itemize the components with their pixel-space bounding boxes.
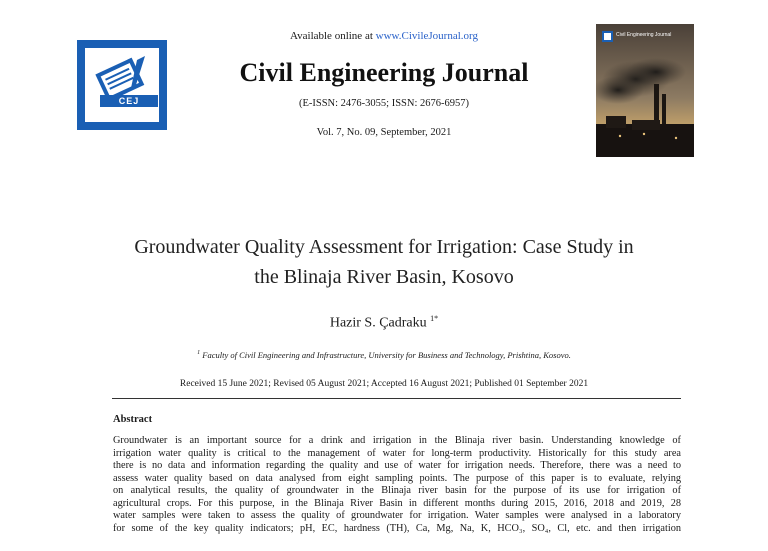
- abstract-line: for some of the key quality indicators; pH, EC, hardness (TH), Ca, Mg, Na, K, HCO₃, SO₄, Cl, etc. and then irrigation: [113, 522, 681, 534]
- issn-line: (E-ISSN: 2476-3055; ISSN: 2676-6957): [298, 98, 470, 109]
- abstract-line: Groundwater is an important source for a drink and irrigation in the Blinaja river basin. Understanding knowledge of: [113, 435, 681, 446]
- author-superscript: 1*: [430, 314, 439, 323]
- author: [0, 314, 768, 332]
- author-name: Hazir S. Çadraku: [329, 315, 427, 331]
- paper-title: [100, 232, 668, 292]
- logo-text: CEJ: [100, 95, 158, 107]
- abstract-body: [113, 435, 681, 535]
- abstract-line: water samples were taken to assess the quality of groundwater for irrigation. Water samples were analysed in a laboratory: [113, 510, 681, 521]
- paper-title-line-1: Groundwater Quality Assessment for Irrigation: Case Study in: [134, 236, 634, 258]
- affiliation-superscript: 1: [197, 350, 201, 357]
- journal-cover-image: [596, 24, 694, 157]
- affiliation: [0, 350, 768, 360]
- section-divider: [112, 398, 681, 399]
- cover-title: Civil Engineering Journal: [616, 32, 672, 38]
- affiliation-text: Faculty of Civil Engineering and Infrastructure, University for Business and Technology, Prishtina, Kosovo.: [202, 350, 571, 360]
- journal-url-link[interactable]: www.CivileJournal.org: [375, 30, 478, 42]
- journal-title: Civil Engineering Journal: [239, 58, 529, 87]
- abstract-line: there is no data and information regarding the quality and use of water for irrigation needs. Therefore, there was a need to: [113, 460, 681, 471]
- publication-dates: Received 15 June 2021; Revised 05 August 2021; Accepted 16 August 2021; Published 01 September 2021: [179, 379, 589, 389]
- available-prefix: Available online at: [290, 30, 376, 42]
- abstract-line: on analytical results, the quality of groundwater in the Blinaja river basin for the purpose of its use for irrigation of: [113, 485, 681, 496]
- volume-line: Vol. 7, No. 09, September, 2021: [316, 127, 452, 138]
- abstract-line: assess water quality based on data analysed from eight sampling points. The purpose of this paper is to evaluate, relying: [113, 472, 681, 484]
- abstract-line: agricultural crops. For this purpose, in the Blinaja River Basin in different months during 2015, 2016, 2018 and 2019, 28: [113, 497, 681, 509]
- cover-smokestack-illustration: [596, 24, 694, 157]
- abstract-line: irrigation water quality is critical to the management of water for long-term productivity. Historically for this study area: [113, 447, 681, 459]
- abstract-heading: Abstract: [113, 414, 153, 425]
- paper-title-line-2: the Blinaja River Basin, Kosovo: [254, 266, 514, 288]
